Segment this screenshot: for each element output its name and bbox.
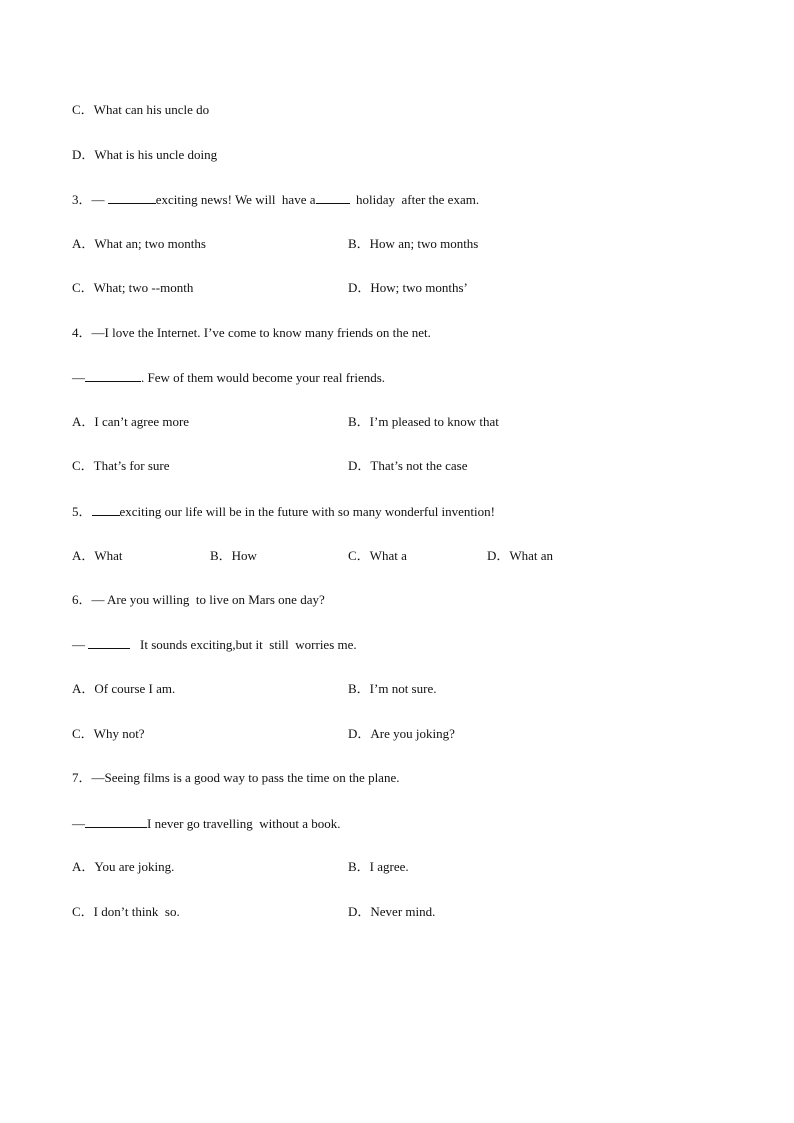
q4-reply-suffix: . Few of them would become your real friends.	[141, 370, 386, 385]
q4-reply	[72, 369, 385, 386]
q4-option-d: D．That’s not the case	[348, 458, 468, 473]
q7-option-b: B．I agree.	[348, 859, 409, 874]
q3-stem-suffix: holiday after the exam.	[349, 192, 480, 207]
q2-option-c: C．What can his uncle do	[72, 102, 210, 117]
q3-stem	[72, 191, 479, 208]
q4-stem: 4．—I love the Internet. I’ve come to know many friends on the net.	[72, 325, 431, 340]
q6-option-c: C．Why not?	[72, 726, 145, 741]
q5-stem-suffix: exciting our life will be in the future with so many wonderful invention!	[119, 504, 495, 519]
q3-option-b: B．How an; two months	[348, 236, 479, 251]
q5-option-c: C．What a	[348, 548, 407, 563]
q6-option-b: B．I’m not sure.	[348, 681, 437, 696]
q3-option-d: D．How; two months’	[348, 280, 468, 295]
q5-option-d: D．What an	[487, 548, 554, 563]
q6-blank	[88, 636, 130, 649]
q3-option-a: A．What an; two months	[72, 236, 206, 251]
q6-option-a: A．Of course I am.	[72, 681, 176, 696]
q3-blank-2	[316, 191, 350, 204]
q7-stem: 7．—Seeing films is a good way to pass the time on the plane.	[72, 770, 400, 785]
q3-stem-mid: exciting news! We will have a	[155, 192, 316, 207]
q2-option-d: D．What is his uncle doing	[72, 147, 218, 162]
q7-reply	[72, 815, 341, 832]
q7-option-a: A．You are joking.	[72, 859, 175, 874]
q5-option-a: A．What	[72, 548, 123, 563]
q6-reply	[72, 636, 357, 653]
q6-option-d: D．Are you joking?	[348, 726, 455, 741]
q7-reply-suffix: I never go travelling without a book.	[147, 816, 341, 831]
q4-option-c: C．That’s for sure	[72, 458, 170, 473]
q6-reply-suffix: It sounds exciting,but it still worries me.	[130, 637, 357, 652]
q5-stem	[72, 503, 495, 520]
q7-reply-prefix: —	[72, 816, 85, 831]
q4-blank	[85, 369, 141, 382]
q4-option-a: A．I can’t agree more	[72, 414, 190, 429]
q7-option-c: C．I don’t think so.	[72, 904, 180, 919]
q3-option-c: C．What; two --month	[72, 280, 194, 295]
q7-blank	[85, 815, 147, 828]
q3-stem-prefix: 3．—	[72, 192, 108, 207]
q4-option-b: B．I’m pleased to know that	[348, 414, 499, 429]
q3-blank-1	[108, 191, 156, 204]
q5-stem-prefix: 5．	[72, 504, 92, 519]
q6-stem: 6．— Are you willing to live on Mars one day?	[72, 592, 325, 607]
q5-option-b: B．How	[210, 548, 257, 563]
q7-option-d: D．Never mind.	[348, 904, 436, 919]
q6-reply-prefix: —	[72, 637, 89, 652]
q5-blank	[92, 503, 120, 516]
q4-reply-prefix: —	[72, 370, 85, 385]
